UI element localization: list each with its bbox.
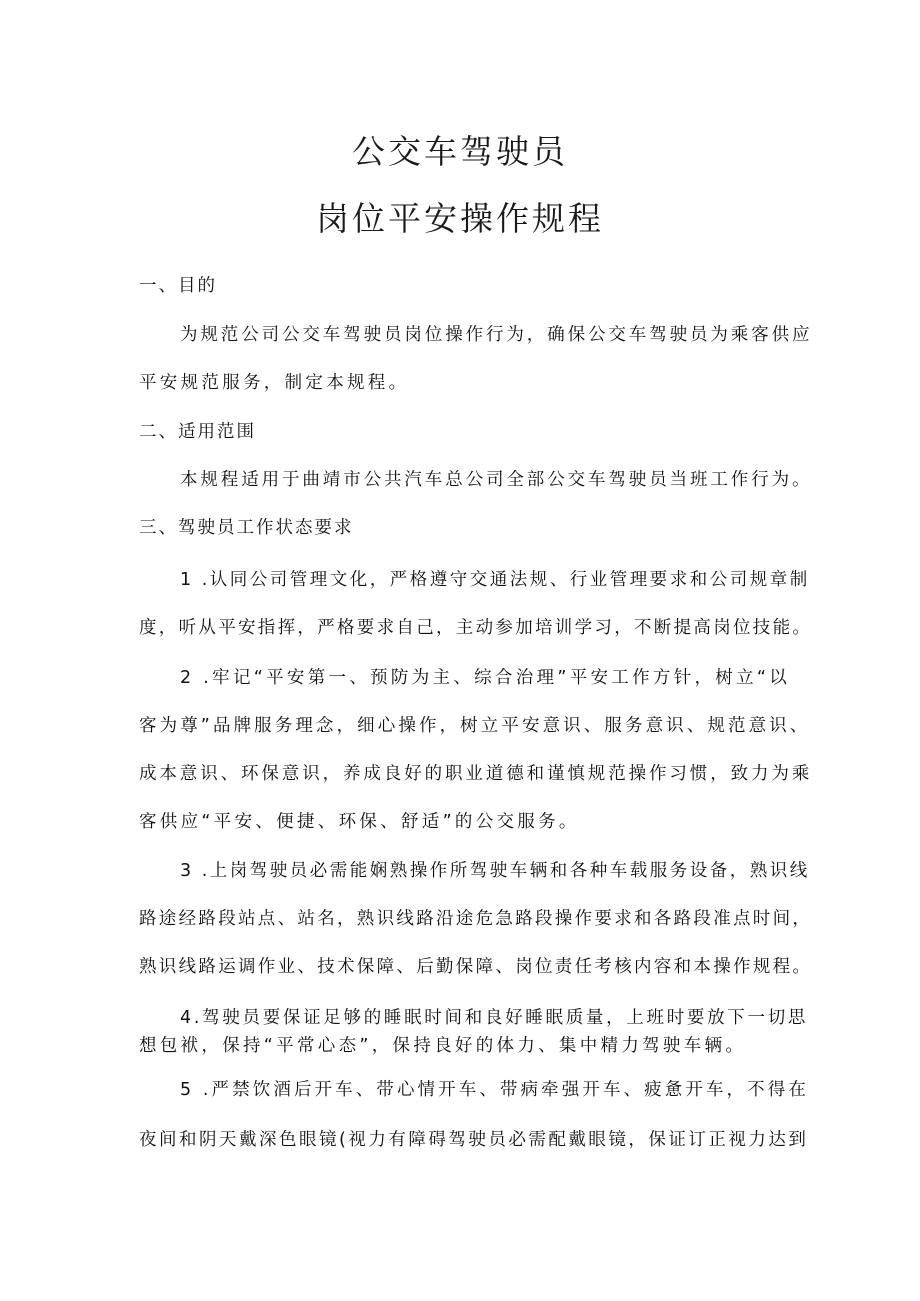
purpose-paragraph-line: 平安规范服务，制定本规程。 bbox=[139, 373, 410, 393]
requirement-item-1-line: 1 .认同公司管理文化，严格遵守交通法规、行业管理要求和公司规章制 bbox=[180, 570, 810, 590]
requirement-item-2-line: 客供应“平安、便捷、环保、舒适”的公交服务。 bbox=[139, 812, 580, 832]
section-heading-scope: 二、适用范围 bbox=[139, 422, 256, 442]
requirement-item-4-line: 想包袱，保持“平常心态”，保持良好的体力、集中精力驾驶车辆。 bbox=[139, 1036, 747, 1056]
requirement-item-2-line: 2 .牢记“平安第一、预防为主、综合治理”平安工作方针，树立“以 bbox=[180, 668, 791, 688]
requirement-item-3-line: 路途经路段站点、站名，熟识线路沿途危急路段操作要求和各路段准点时间， bbox=[139, 909, 813, 929]
requirement-item-2-line: 成本意识、环保意识，养成良好的职业道德和谨慎规范操作习惯，致力为乘 bbox=[139, 764, 813, 784]
document-title-line-1: 公交车驾驶员 bbox=[352, 132, 568, 171]
purpose-paragraph-line: 为规范公司公交车驾驶员岗位操作行为，确保公交车驾驶员为乘客供应 bbox=[180, 325, 813, 345]
requirement-item-3-line: 3 .上岗驾驶员必需能娴熟操作所驾驶车辆和各种车载服务设备，熟识线 bbox=[180, 861, 810, 881]
requirement-item-4-line: 4.驾驶员要保证足够的睡眠时间和良好睡眠质量，上班时要放下一切思 bbox=[180, 1008, 809, 1028]
requirement-item-3-line: 熟识线路运调作业、技术保障、后勤保障、岗位责任考核内容和本操作规程。 bbox=[139, 957, 813, 977]
document-title-line-2: 岗位平安操作规程 bbox=[316, 199, 604, 238]
requirement-item-1-line: 度，听从平安指挥，严格要求自己，主动参加培训学习，不断提高岗位技能。 bbox=[139, 618, 813, 638]
requirement-item-5-line: 5 .严禁饮酒后开车、带心情开车、带病牵强开车、疲惫开车，不得在 bbox=[180, 1080, 809, 1100]
scope-paragraph-line: 本规程适用于曲靖市公共汽车总公司全部公交车驾驶员当班工作行为。 bbox=[180, 470, 813, 490]
section-heading-requirements: 三、驾驶员工作状态要求 bbox=[139, 518, 354, 538]
section-heading-purpose: 一、目的 bbox=[139, 276, 217, 296]
requirement-item-5-line: 夜间和阴天戴深色眼镜(视力有障碍驾驶员必需配戴眼镜，保证订正视力达到 bbox=[139, 1130, 809, 1150]
requirement-item-2-line: 客为尊”品牌服务理念，细心操作，树立平安意识、服务意识、规范意识、 bbox=[139, 716, 811, 736]
